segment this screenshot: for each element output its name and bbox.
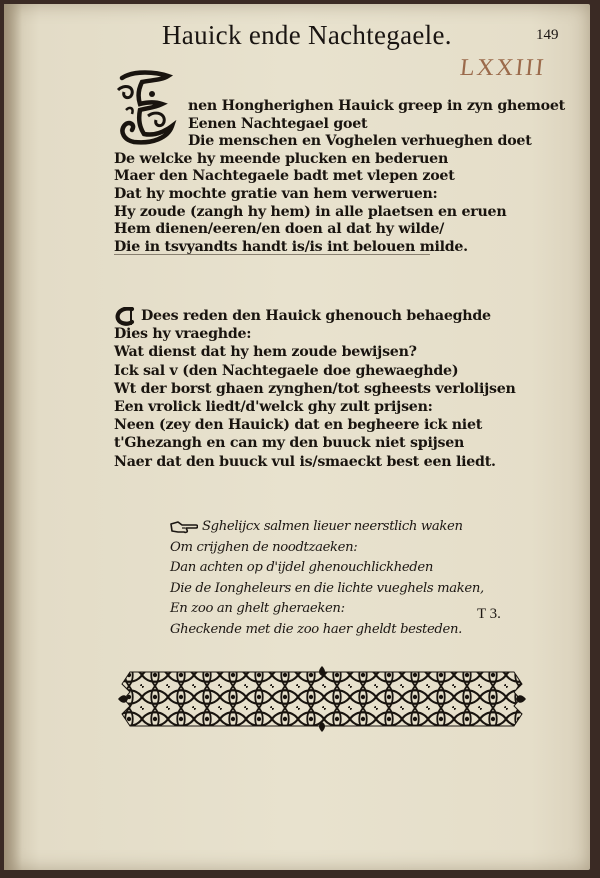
verse-line: Dees reden den Hauick ghenouch behaeghde <box>141 308 491 324</box>
moral-line: En zoo an ghelt gheraeken: <box>170 601 345 617</box>
verse-line: Dat hy mochte gratie van hem verweruen: <box>114 185 438 202</box>
moral-line: Gheckende met die zoo haer gheldt besteden. <box>170 621 462 637</box>
moral-line: Dan achten op d'ijdel ghenouchlickheden <box>170 560 433 576</box>
verse-line: Dies hy vraeghde: <box>114 326 252 343</box>
arabesque-ornament-icon <box>116 664 528 738</box>
verse-line: Ick sal v (den Nachtegaele doe ghewaeghde) <box>114 362 459 379</box>
verse-line: Hy zoude (zangh hy hem) in alle plaetsen en eruen <box>114 203 507 220</box>
moral-line: Die de Iongheleurs en die lichte vueghels maken, <box>170 580 484 596</box>
underline-rule <box>114 254 430 255</box>
verse-line: Wt der borst ghaen zynghen/tot sgheests verlolijsen <box>114 380 516 397</box>
moral-line: Om crijghen de noodtzaeken: <box>170 539 358 555</box>
moral-text <box>170 517 484 641</box>
verse-line: De welcke hy meende plucken en bederuen <box>114 150 449 167</box>
verse-line: Naer dat den buuck vul is/smaeckt best een liedt. <box>114 453 496 470</box>
verse-line: Die menschen en Voghelen verhueghen doet <box>188 133 532 150</box>
verse-line: Een vrolick liedt/d'welck ghy zult prijsen: <box>114 398 433 415</box>
verse-line: Maer den Nachtegaele badt met vlepen zoet <box>114 168 455 185</box>
verse-line: Hem dienen/eeren/en doen al dat hy wilde/ <box>114 221 445 238</box>
verse-line: Wat dienst dat hy hem zoude bewijsen? <box>114 344 417 361</box>
stanza-1 <box>114 98 565 255</box>
page-gutter <box>4 4 22 870</box>
verse-line: Die in tsvyandts handt is/is int belouen milde. <box>114 238 468 255</box>
book-page <box>4 4 590 870</box>
verse-line: Neen (zey den Hauick) dat en begheere ick niet <box>114 417 483 434</box>
stanza-2 <box>114 308 516 472</box>
verse-line: Eenen Nachtegael goet <box>188 115 368 132</box>
moral-line: Sghelijcx salmen lieuer neerstlich waken <box>202 519 463 534</box>
running-head: Hauick ende Nachtegaele. <box>162 20 452 50</box>
signature-mark: T 3. <box>477 606 501 622</box>
handwritten-numeral: LXXIII <box>458 55 547 81</box>
verse-line: t'Ghezangh en can my den buuck niet spijsen <box>114 435 465 452</box>
verse-line: nen Hongherighen Hauick greep in zyn ghemoet <box>188 98 565 114</box>
page-number: 149 <box>536 27 559 43</box>
